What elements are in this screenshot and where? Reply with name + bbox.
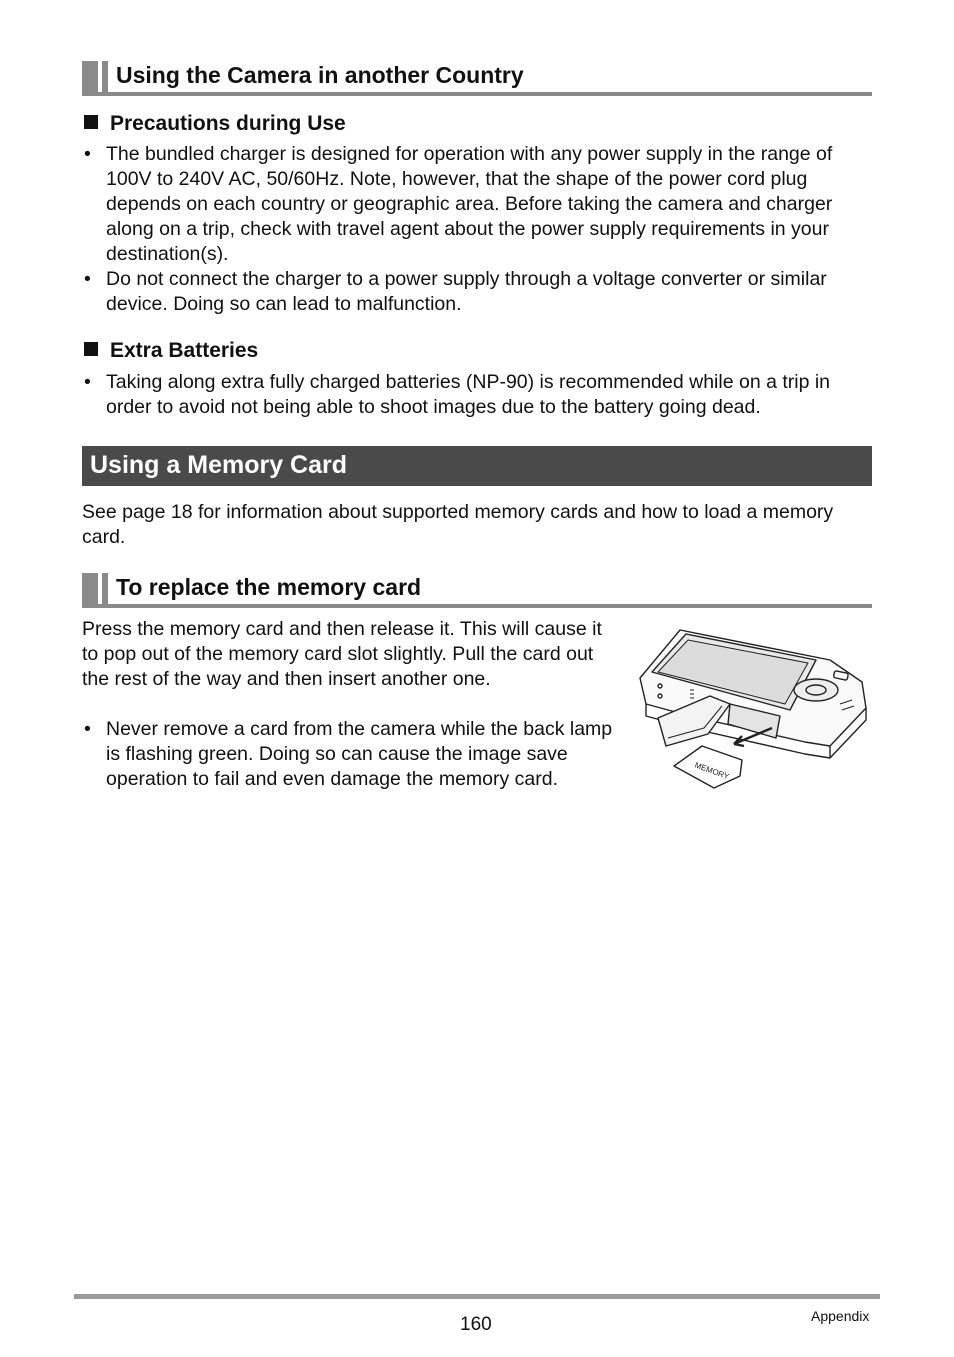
list-item-text: Taking along extra fully charged batteries (NP-90) is recommended while on a trip in order to avoid not being able to shoot images due to the battery going dead. [106,371,831,418]
footer-section-label: Appendix [811,1308,870,1324]
list-item [84,717,614,792]
subheading-precautions [84,112,346,136]
header-bar-thick [82,61,98,92]
bullet-dot-icon: • [84,143,91,165]
memory-card-label: MEMORY [693,760,731,782]
section-title: Using a Memory Card [90,451,348,479]
header-bar-thin [102,573,108,604]
section-header-replace-card [82,570,872,608]
subheading-extra-batteries [84,339,258,363]
header-bar-thick [82,573,98,604]
footer-divider [74,1294,880,1299]
bullet-dot-icon: • [84,268,91,290]
section-title: Using the Camera in another Country [116,62,524,88]
list-item [84,267,869,317]
subheading-text: Precautions during Use [110,112,346,135]
list-item-text: The bundled charger is designed for operation with any power supply in the range of 100V to 240V AC, 50/60Hz. Note, however, that the shape of the power cord plug depends on each country or geographic area. Before taking the camera and charger along on a trip, check with travel agent about the power supply requirements in your destination(s). [106,143,833,265]
intro-paragraph: See page 18 for information about supported memory cards and how to load a memory card. [82,501,834,548]
list-item [84,142,869,267]
list-item-text: Never remove a card from the camera while the back lamp is flashing green. Doing so can cause the image save operation to fail and even damage the memory card. [106,718,613,790]
subheading-text: Extra Batteries [110,339,259,362]
list-item [84,370,874,420]
page-number: 160 [460,1314,492,1335]
square-bullet-icon [84,115,98,129]
body-paragraph: Press the memory card and then release it. This will cause it to pop out of the memory card slot slightly. Pull the card out the rest of the way and then insert another one. [82,618,602,690]
list-item-text: Do not connect the charger to a power supply through a voltage converter or similar device. Doing so can lead to malfunction. [106,268,827,315]
square-bullet-icon [84,342,98,356]
section-title: To replace the memory card [116,574,422,600]
section-band-memory-card [82,446,872,486]
section-header-camera-country [82,58,872,96]
camera-memory-card-illustration [630,620,875,790]
header-bar-thin [102,61,108,92]
bullet-dot-icon: • [84,718,91,740]
bullet-dot-icon: • [84,371,91,393]
